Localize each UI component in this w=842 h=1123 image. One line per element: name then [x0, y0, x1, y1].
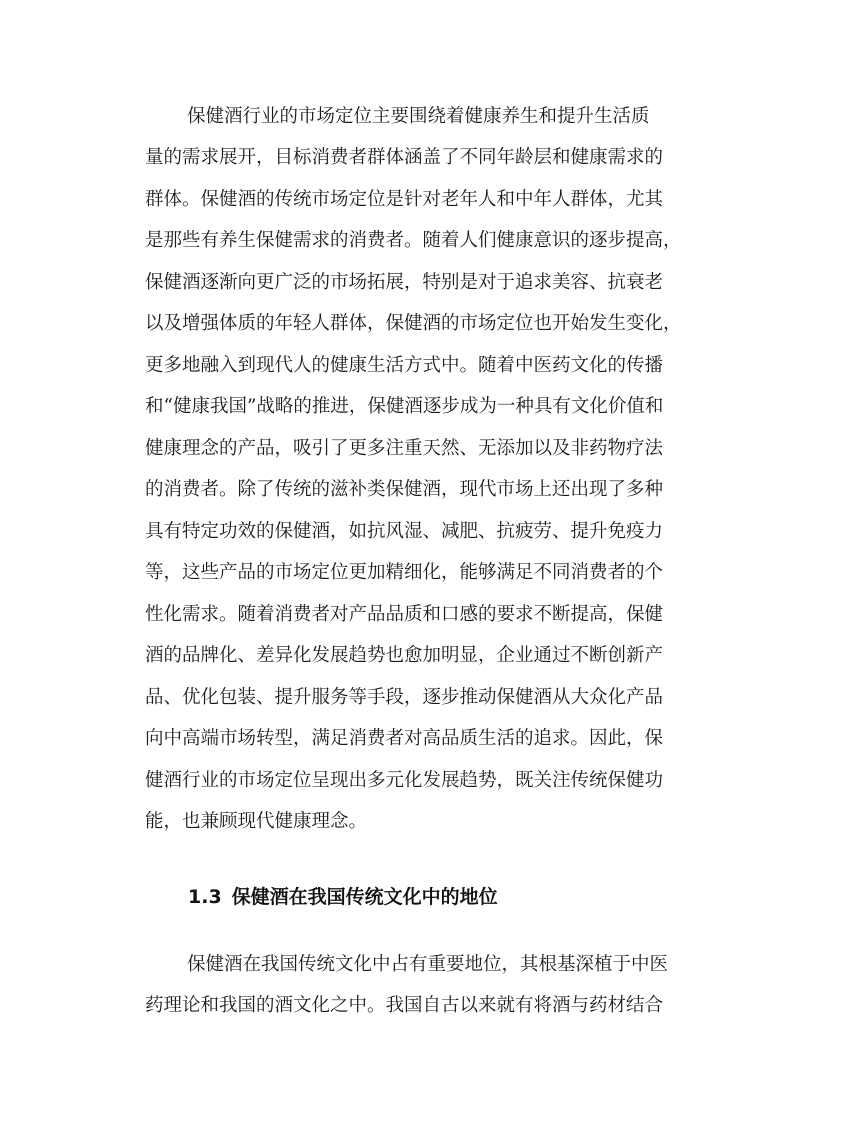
paragraph-line: 和“健康我国”战略的推进，保健酒逐步成为一种具有文化价值和 — [145, 396, 664, 417]
paragraph-line: 具有特定功效的保健酒，如抗风湿、减肥、抗疲劳、提升免疫力 — [145, 521, 664, 542]
paragraph-line: 品、优化包装、提升服务等手段，逐步推动保健酒从大众化产品 — [145, 687, 664, 708]
paragraph-line: 群体。保健酒的传统市场定位是针对老年人和中年人群体，尤其 — [145, 189, 664, 210]
paragraph-line: 性化需求。随着消费者对产品品质和口感的要求不断提高，保健 — [145, 604, 664, 625]
section-number: 1.3 — [188, 886, 222, 908]
paragraph-line: 的消费者。除了传统的滋补类保健酒，现代市场上还出现了多种 — [145, 479, 664, 500]
paragraph-line: 量的需求展开，目标消费者群体涵盖了不同年龄层和健康需求的 — [145, 147, 664, 168]
paragraph-line: 能，也兼顾现代健康理念。 — [145, 811, 368, 832]
paragraph-line: 更多地融入到现代人的健康生活方式中。随着中医药文化的传播 — [145, 355, 664, 376]
paragraph-line: 向中高端市场转型，满足消费者对高品质生活的追求。因此，保 — [145, 728, 664, 749]
paragraph-line: 健康理念的产品，吸引了更多注重天然、无添加以及非药物疗法 — [145, 438, 664, 459]
paragraph-line: 是那些有养生保健需求的消费者。随着人们健康意识的逐步提高， — [145, 230, 682, 251]
paragraph-line: 保健酒逐渐向更广泛的市场拓展，特别是对于追求美容、抗衰老 — [145, 272, 664, 293]
paragraph-line: 以及增强体质的年轻人群体，保健酒的市场定位也开始发生变化， — [145, 313, 682, 334]
paragraph-line: 酒的品牌化、差异化发展趋势也愈加明显，企业通过不断创新产 — [145, 645, 664, 666]
paragraph-line: 保健酒在我国传统文化中占有重要地位，其根基深植于中医 — [187, 954, 669, 975]
paragraph-line: 等，这些产品的市场定位更加精细化，能够满足不同消费者的个 — [145, 562, 664, 583]
section-title: 保健酒在我国传统文化中的地位 — [231, 886, 498, 908]
section-heading — [188, 884, 498, 910]
paragraph-line: 保健酒行业的市场定位主要围绕着健康养生和提升生活质 — [187, 106, 650, 127]
paragraph-line: 健酒行业的市场定位呈现出多元化发展趋势，既关注传统保健功 — [145, 770, 664, 791]
paragraph-line: 药理论和我国的酒文化之中。我国自古以来就有将酒与药材结合 — [145, 995, 664, 1016]
